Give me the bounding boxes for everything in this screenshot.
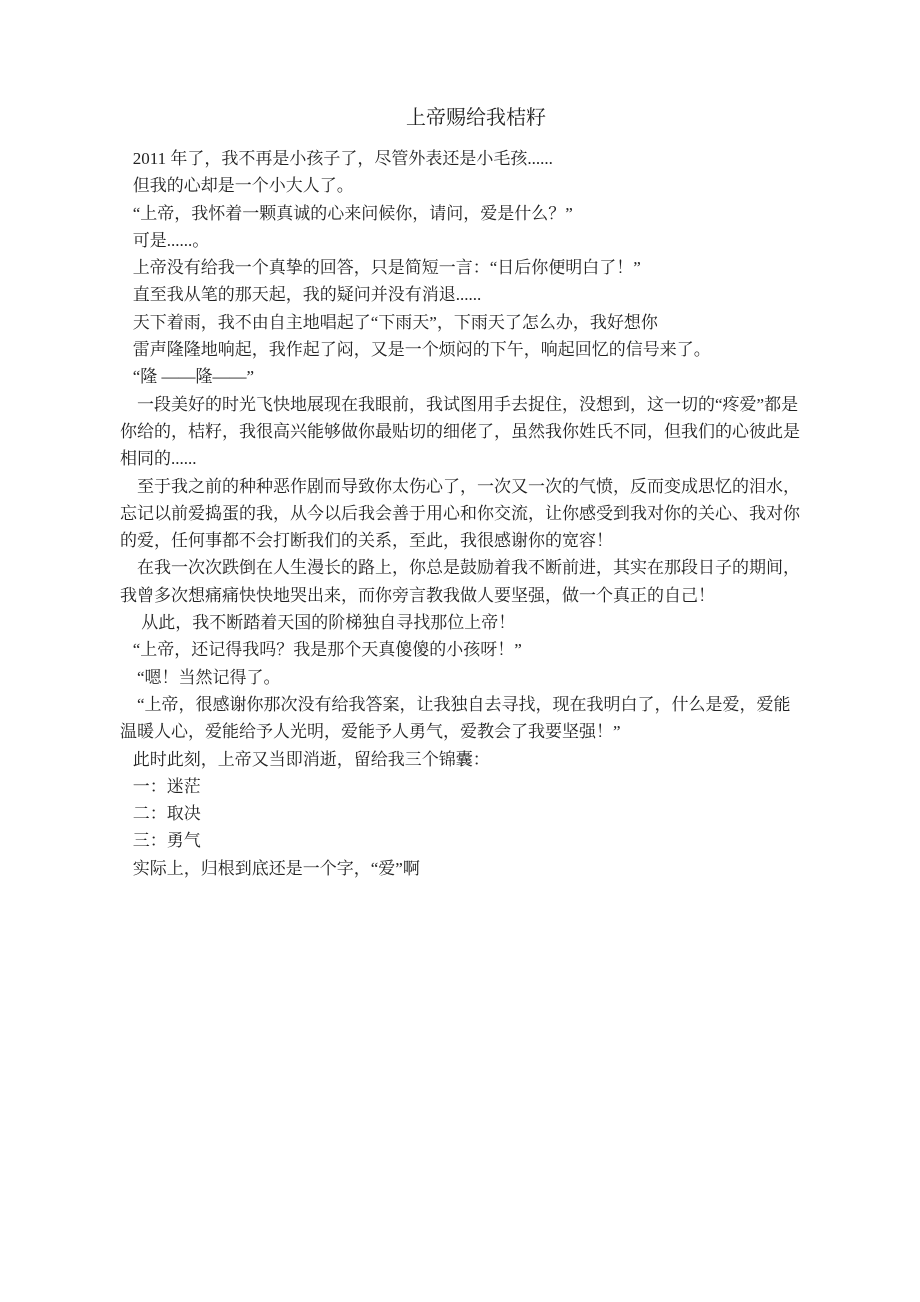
text-line: 上帝没有给我一个真挚的回答，只是简短一言：“日后你便明白了！”	[120, 258, 641, 278]
text-line: 至于我之前的种种恶作剧而导致你太伤心了，一次又一次的气愤，反而变成思忆的泪水，	[120, 476, 800, 496]
document-body	[120, 145, 920, 882]
text-line: 一段美好的时光飞快地展现在我眼前，我试图用手去捉住，没想到，这一切的“疼爱”都是	[120, 394, 799, 414]
text-line: 三：勇气	[120, 831, 201, 851]
text-line: “上帝，还记得我吗？我是那个天真傻傻的小孩呀！”	[120, 640, 522, 660]
text-line: 我曾多次想痛痛快快地哭出来，而你旁言教我做人要坚强，做一个真正的自己！	[120, 585, 715, 605]
text-line: “嗯！当然记得了。	[120, 667, 281, 687]
text-line: 此时此刻，上帝又当即消逝，留给我三个锦囊：	[120, 749, 490, 769]
text-line: 从此，我不断踏着天国的阶梯独自寻找那位上帝！	[120, 613, 516, 633]
document-title: 上帝赐给我桔籽	[406, 107, 546, 129]
text-line: “上帝，很感谢你那次没有给我答案，让我独自去寻找，现在我明白了，什么是爱，爱能	[120, 694, 791, 714]
text-line: 相同的......	[120, 449, 197, 469]
text-line: “隆 ——隆——”	[120, 367, 255, 387]
text-line: 实际上，归根到底还是一个字，“爱”啊	[120, 858, 420, 878]
text-line: 可是......。	[120, 230, 210, 250]
text-line: 二：取决	[120, 804, 201, 824]
text-line: 一：迷茫	[120, 776, 201, 796]
text-line: 雷声隆隆地响起，我作起了闷，又是一个烦闷的下午，响起回忆的信号来了。	[120, 340, 711, 360]
text-line: 在我一次次跌倒在人生漫长的路上，你总是鼓励着我不断前进，其实在那段日子的期间，	[120, 558, 800, 578]
text-line: 忘记以前爱捣蛋的我，从今以后我会善于用心和你交流，让你感受到我对你的关心、我对你	[120, 503, 800, 523]
text-line: “上帝，我怀着一颗真诚的心来问候你，请问，爱是什么？”	[120, 203, 573, 223]
text-line: 直至我从笔的那天起，我的疑问并没有消退......	[120, 285, 482, 305]
text-line: 你给的，桔籽，我很高兴能够做你最贴切的细佬了，虽然我你姓氏不同，但我们的心彼此是	[120, 421, 800, 441]
text-line: 但我的心却是一个小大人了。	[120, 176, 354, 196]
text-line: 2011 年了，我不再是小孩子了，尽管外表还是小毛孩......	[120, 149, 553, 168]
text-line: 天下着雨，我不由自主地唱起了“下雨天”，下雨天了怎么办，我好想你	[120, 312, 658, 332]
text-line: 的爱，任何事都不会打断我们的关系，至此，我很感谢你的宽容！	[120, 531, 613, 551]
text-line: 温暖人心，爱能给予人光明，爱能予人勇气，爱教会了我要坚强！”	[120, 722, 621, 742]
